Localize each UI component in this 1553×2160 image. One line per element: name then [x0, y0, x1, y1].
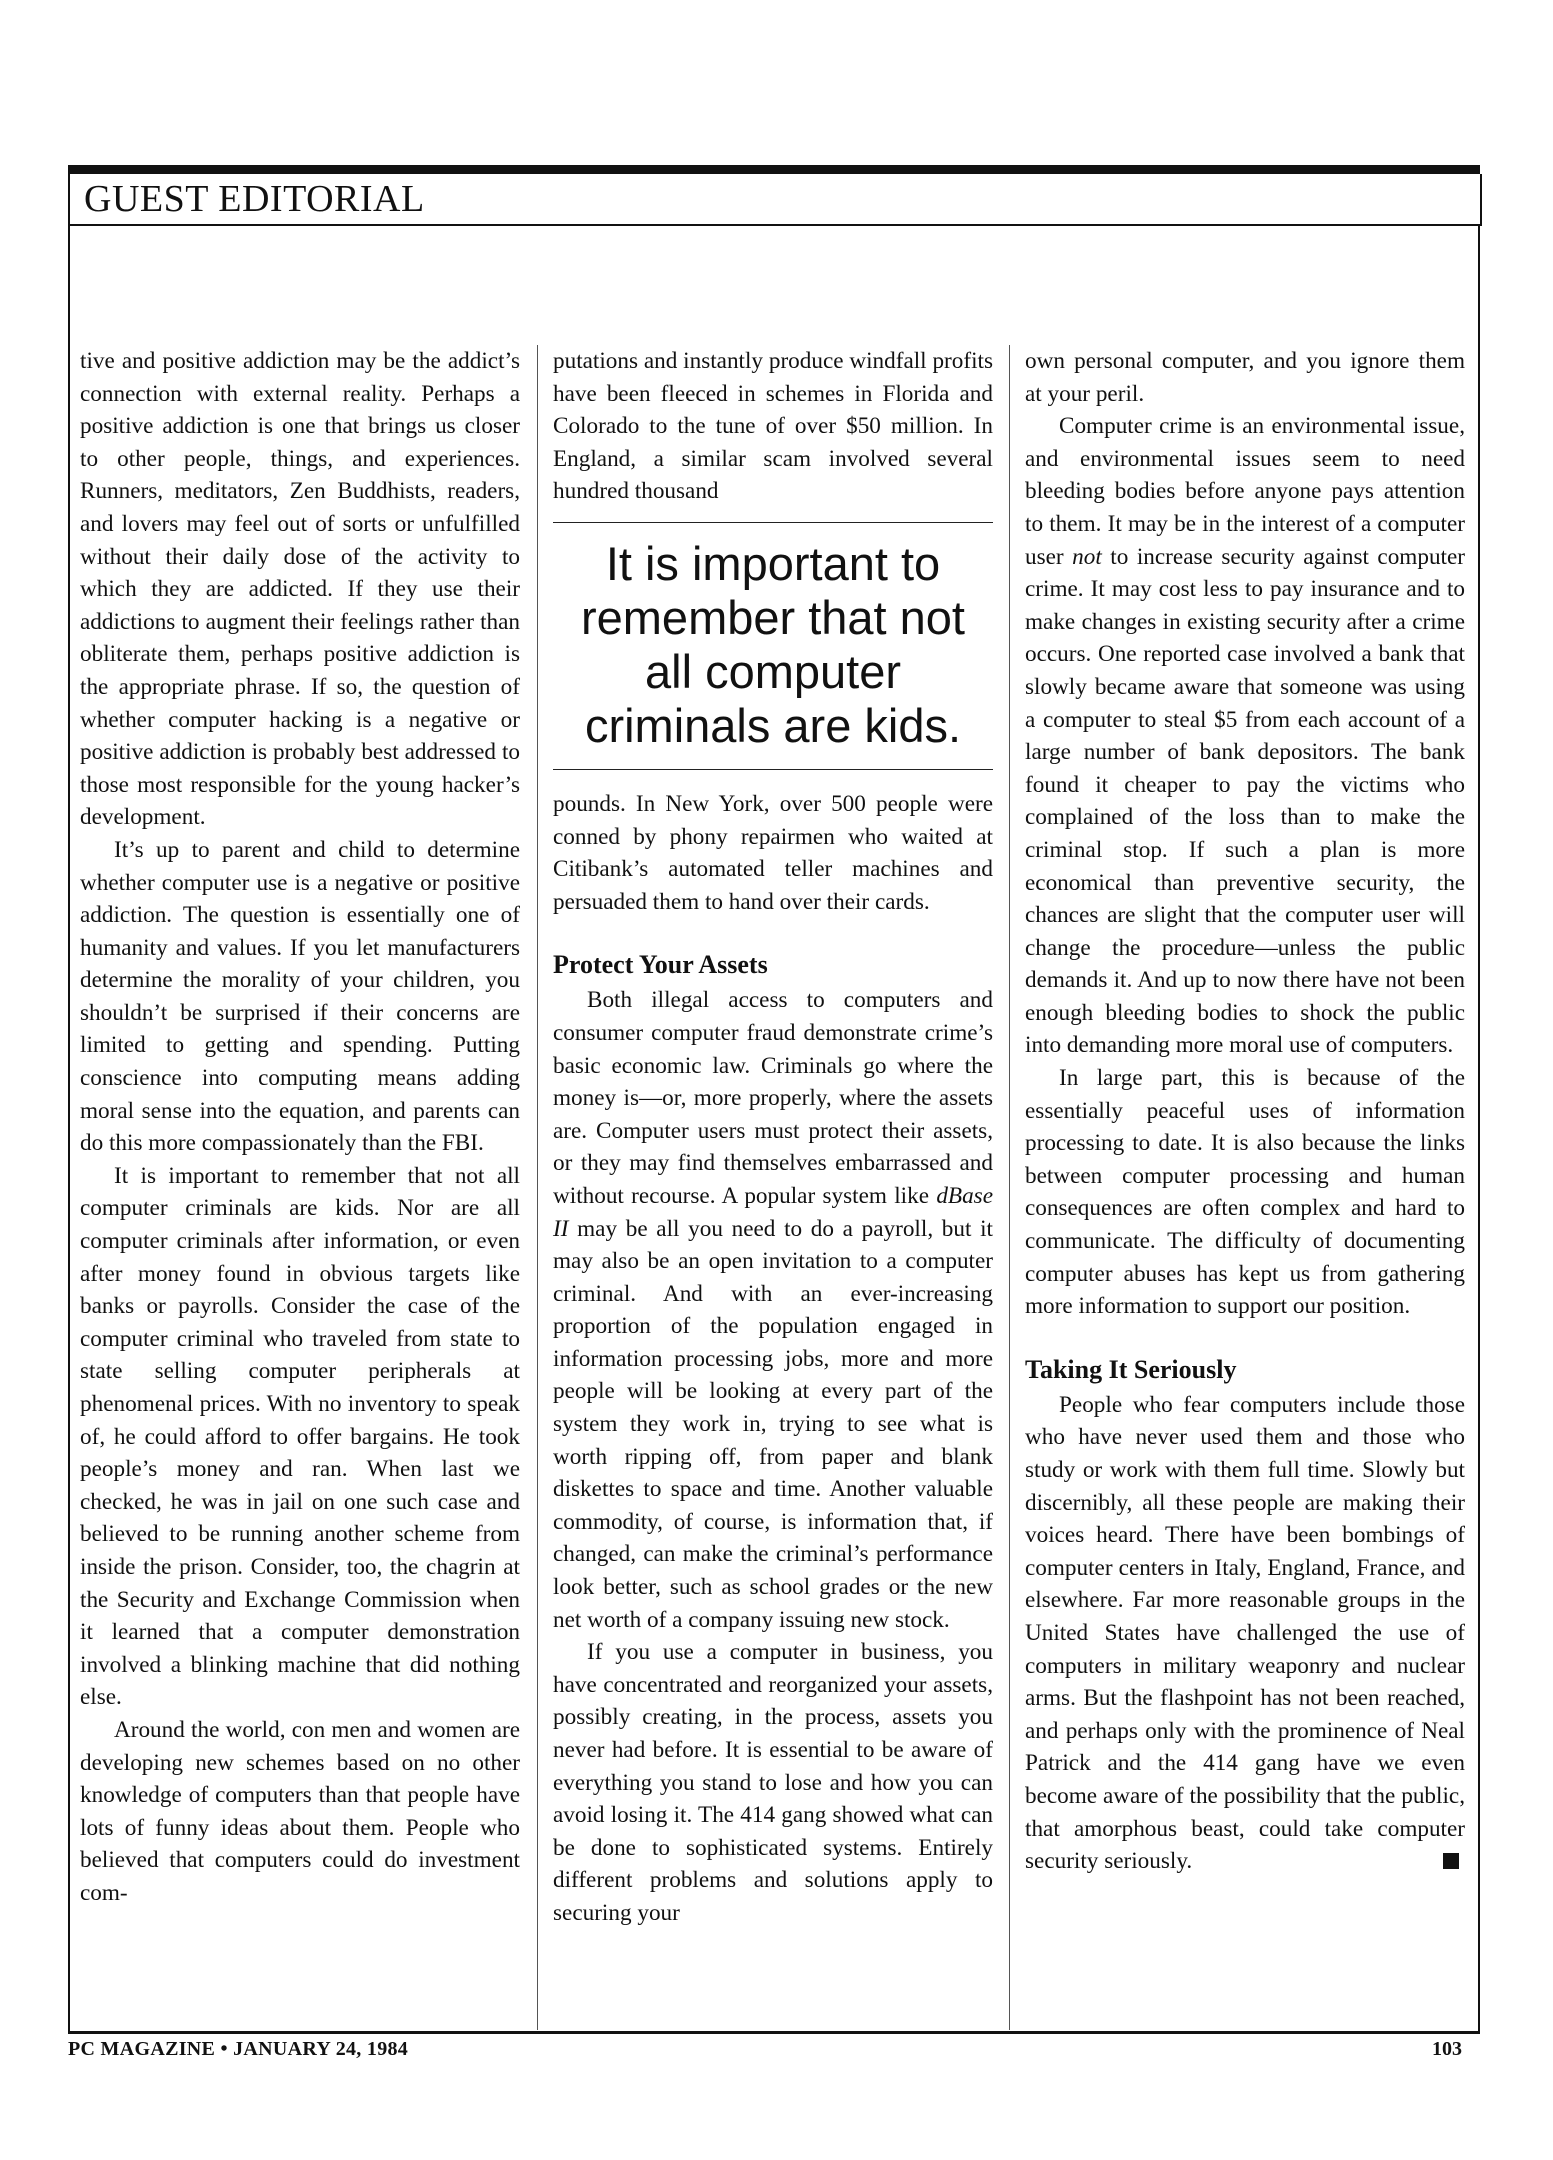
footer-rule	[68, 2031, 1480, 2034]
paragraph	[1025, 410, 1465, 1062]
paragraph: In large part, this is because of the essentially peaceful uses of information processing to date. It is also because the links between computer processing and human consequences are often complex and hard to communicate. The difficulty of documenting computer abuses has kept us from gathering more information to support our position.	[1025, 1065, 1465, 1320]
end-of-article-mark	[1443, 1853, 1459, 1869]
subhead-protect-your-assets: Protect Your Assets	[553, 950, 768, 980]
paragraph: It is important to remember that not all computer criminals are kids. Nor are all computer criminals after information, or even after money found in obvious targets like banks or payrolls. Consider the case of the computer criminal who traveled from state to state selling computer peripherals at phenomenal prices. With no inventory to speak of, he could afford to offer bargains. He took people’s money and ran. When last we checked, he was in jail on one such case and believed to be running another scheme from inside the prison. Consider, too, the chagrin at the Security and Exchange Commission when it learned that a computer demonstration involved a blinking machine that did nothing else.	[80, 1162, 520, 1711]
section-title: GUEST EDITORIAL	[84, 178, 425, 220]
section-header	[68, 174, 1482, 226]
paragraph	[1025, 1389, 1465, 1878]
footer-publication: PC MAGAZINE • JANUARY 24, 1984	[68, 2038, 409, 2060]
text-run: to increase security against computer crime. It may cost less to pay insurance and to make changes in existing security after a crime occurs. One reported case involved a bank that slowly became aware that someone was using a computer to steal $5 from each account of a large number of bank depositors. The bank found it cheaper to pay the victims who complained of the loss than to make the criminal stop. If such a plan is more economical than preventive security, the chances are slight that the computer user will change the procedure—unless the public demands it. And up to now there have not been enough bleeding bodies to shock the public into demanding more moral use of computers.	[1025, 543, 1465, 1059]
frame-right-rule	[1478, 224, 1480, 2034]
top-rule	[68, 165, 1480, 174]
paragraph: Around the world, con men and women are developing new schemes based on no other knowledge of computers than that people have lots of funny ideas about them. People who believed that computers could do investment com-	[80, 1716, 520, 1906]
text-run: may be all you need to do a payroll, but it may also be an open invitation to a computer criminal. And with an ever-increasing proportion of the population engaged in information processing jobs, more and more people will be looking at every part of the system they work in, trying to see what is worth ripping off, from paper and blank diskettes to space and time. Another valuable commodity, of course, is information that, if changed, can make the criminal’s performance look better, such as school grades or the new net worth of a company issuing new stock.	[553, 1215, 993, 1633]
paragraph: If you use a computer in business, you have concentrated and reorganized your assets, possibly creating, in the process, assets you never had before. It is essential to be aware of everything you stand to lose and how you can avoid losing it. The 414 gang showed what can be done to sophisticated systems. Entirely different problems and solutions apply to securing your	[553, 1639, 993, 1926]
software-title: dBase II	[553, 1182, 993, 1242]
paragraph: own personal computer, and you ignore them at your peril.	[1025, 348, 1465, 407]
page-number: 103	[1432, 2038, 1462, 2060]
article-column-2	[553, 345, 993, 1930]
text-run: Both illegal access to computers and consumer computer fraud demonstrate crime’s basic economic law. Criminals go where the money is—or, more properly, where the assets are. Computer users must protect their assets, or they may find themselves embarrassed and without recourse. A popular system like	[553, 987, 993, 1209]
frame-left-rule	[68, 224, 70, 2034]
paragraph: putations and instantly produce windfall profits have been fleeced in schemes in Florida and Colorado to the tune of over $50 million. In England, a similar scam involved several hundred thousand	[553, 348, 993, 505]
text-run: People who fear computers include those who have never used them and those who study or work with them full time. Slowly but discernibly, all these people are making their voices heard. There have been bombings of computer centers in Italy, England, France, and elsewhere. Far more reasonable groups in the United States have challenged the use of computers in military weaponry and nuclear arms. But the flashpoint has not been reached, and perhaps only with the prominence of Neal Patrick and the 414 gang have we even become aware of the possibility that the public, that amorphous beast, could take computer security seriously.	[1025, 1391, 1465, 1875]
paragraph: tive and positive addiction may be the addict’s connection with external reality. Perhaps a positive addiction is one that brings us closer to other people, things, and experiences. Runners, meditators, Zen Buddhists, readers, and lovers may feel out of sorts or unfulfilled without their daily dose of the activity to which they are addicted. If they use their addictions to augment their feelings rather than obliterate them, perhaps positive addiction is the appropriate phrase. If so, the question of whether computer hacking is a negative or positive addiction is probably best addressed to those most responsible for the young hacker’s development.	[80, 348, 520, 831]
column-divider-1	[537, 345, 538, 2030]
paragraph: pounds. In New York, over 500 people were conned by phony repairmen who waited at Citibank’s automated teller machines and persuaded them to hand over their cards.	[553, 790, 993, 915]
emphasis: not	[1072, 543, 1102, 570]
article-column-1	[80, 345, 520, 1910]
column-divider-2	[1009, 345, 1010, 2030]
article-column-3	[1025, 345, 1465, 1878]
text-run: Computer crime is an environmental issue, and environmental issues seem to need bleeding bodies before anyone pays attention to them. It may be in the interest of a computer user	[1025, 413, 1465, 570]
paragraph	[553, 984, 993, 1636]
paragraph: It’s up to parent and child to determine whether computer use is a negative or positive addiction. The question is essentially one of humanity and values. If you let manufacturers determine the morality of your children, you shouldn’t be surprised if their concerns are limited to getting and spending. Putting conscience into computing means adding moral sense into the equation, and parents can do this more compassionately than the FBI.	[80, 836, 520, 1157]
subhead-taking-it-seriously: Taking It Seriously	[1025, 1354, 1237, 1384]
pull-quote: It is important to remember that not all computer criminals are kids.	[553, 522, 993, 770]
